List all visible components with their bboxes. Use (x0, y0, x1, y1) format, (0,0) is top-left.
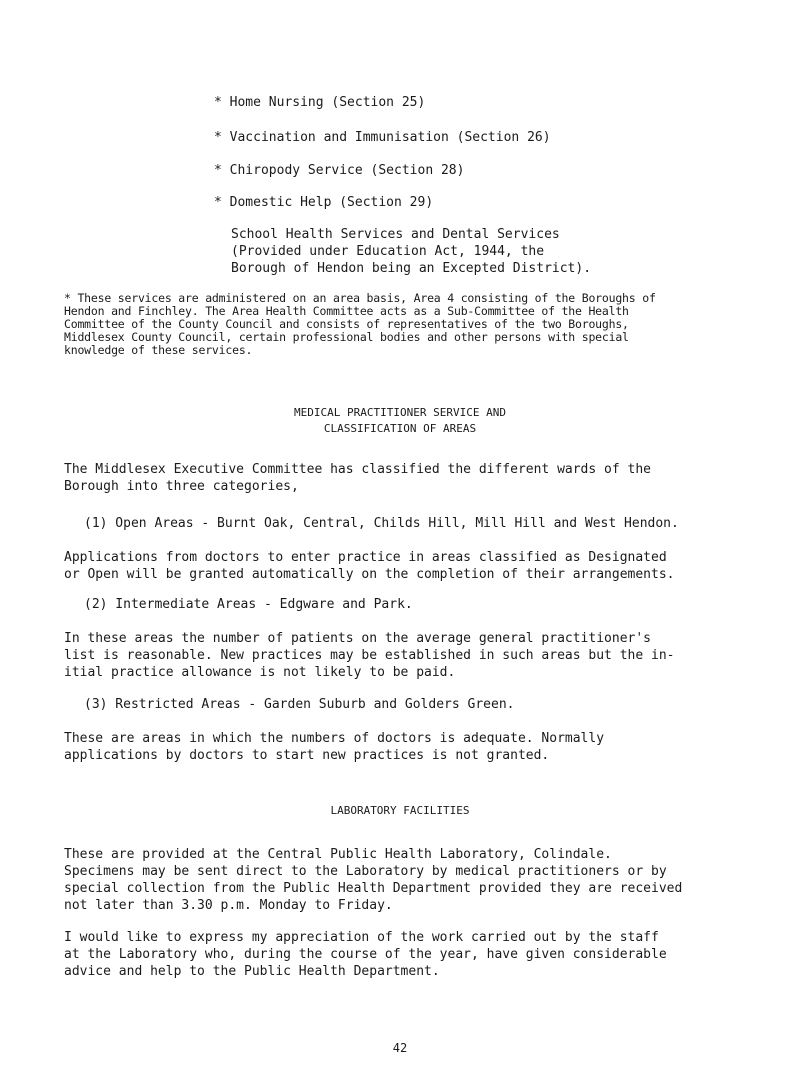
service-item-domestic-help: * Domestic Help (Section 29) (214, 195, 434, 210)
footnote-line: Hendon and Finchley. The Area Health Committee acts as a Sub-Committee of the Health (64, 304, 629, 318)
paragraph-line: Applications from doctors to enter practice in areas classified as Designated (64, 550, 667, 565)
paragraph-line: at the Laboratory who, during the course of the year, have given considerable (64, 947, 667, 962)
heading-line: MEDICAL PRACTITIONER SERVICE AND (294, 406, 506, 419)
paragraph-line: not later than 3.30 p.m. Monday to Friday. (64, 898, 393, 913)
footnote-line: knowledge of these services. (64, 343, 253, 357)
area-category-open: (1) Open Areas - Burnt Oak, Central, Childs Hill, Mill Hill and West Hendon. (84, 516, 679, 531)
footnote (64, 292, 656, 357)
paragraph-line: The Middlesex Executive Committee has classified the different wards of the (64, 462, 651, 477)
page-number: 42 (392, 1041, 408, 1055)
paragraph-line: These are provided at the Central Public Health Laboratory, Colindale. (64, 847, 612, 862)
area-category-intermediate: (2) Intermediate Areas - Edgware and Park. (84, 597, 413, 612)
paragraph-line: or Open will be granted automatically on the completion of their arrangements. (64, 567, 675, 582)
service-item-home-nursing: * Home Nursing (Section 25) (214, 95, 426, 110)
paragraph-line: advice and help to the Public Health Department. (64, 964, 440, 979)
laboratory-section-heading: LABORATORY FACILITIES (330, 804, 470, 817)
restricted-areas-paragraph (64, 730, 604, 764)
service-item-chiropody: * Chiropody Service (Section 28) (214, 163, 465, 178)
paragraph-line: itial practice allowance is not likely to be paid. (64, 665, 456, 680)
footnote-line: Committee of the County Council and consists of representatives of the two Boroughs, (64, 317, 629, 331)
footnote-line: * These services are administered on an area basis, Area 4 consisting of the Boroughs of (64, 291, 656, 305)
medical-section-heading (0, 405, 800, 437)
service-item-vaccination: * Vaccination and Immunisation (Section 26) (214, 130, 551, 145)
school-services-block (231, 226, 591, 277)
school-services-line: (Provided under Education Act, 1944, the (231, 244, 545, 259)
school-services-line: Borough of Hendon being an Excepted District). (231, 261, 592, 276)
paragraph-line: list is reasonable. New practices may be established in such areas but the in- (64, 648, 675, 663)
medical-intro-paragraph (64, 461, 651, 495)
area-category-restricted: (3) Restricted Areas - Garden Suburb and Golders Green. (84, 697, 515, 712)
paragraph-line: I would like to express my appreciation of the work carried out by the staff (64, 930, 659, 945)
open-areas-paragraph (64, 549, 674, 583)
paragraph-line: In these areas the number of patients on the average general practitioner's (64, 631, 651, 646)
paragraph-line: Specimens may be sent direct to the Laboratory by medical practitioners or by (64, 864, 667, 879)
laboratory-paragraph (64, 846, 682, 914)
intermediate-areas-paragraph (64, 630, 674, 681)
appreciation-paragraph (64, 929, 667, 980)
heading-line: CLASSIFICATION OF AREAS (323, 422, 477, 435)
paragraph-line: special collection from the Public Health Department provided they are received (64, 881, 683, 896)
paragraph-line: Borough into three categories, (64, 479, 299, 494)
school-services-line: School Health Services and Dental Services (231, 227, 560, 242)
paragraph-line: These are areas in which the numbers of doctors is adequate. Normally (64, 731, 605, 746)
paragraph-line: applications by doctors to start new practices is not granted. (64, 748, 550, 763)
footnote-line: Middlesex County Council, certain professional bodies and other persons with special (64, 330, 629, 344)
